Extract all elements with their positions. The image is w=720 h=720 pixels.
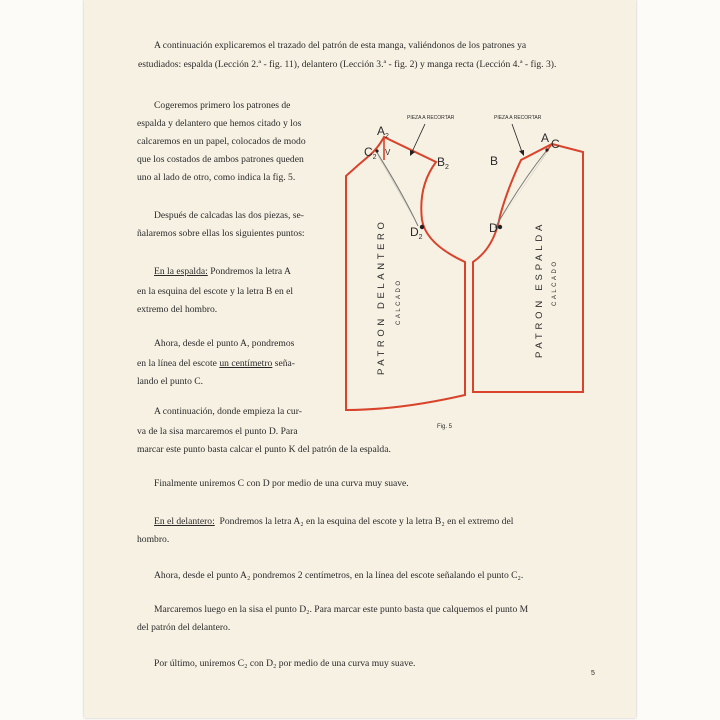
front-pattern-outline	[346, 137, 465, 410]
ahora-a-2a: en la línea del escote	[137, 358, 217, 369]
para-continuacion-1: A continuación, donde empieza la cur-	[154, 406, 302, 417]
front-pattern-subtitle: CALCADO	[396, 278, 402, 325]
arrow-right-head	[519, 150, 524, 156]
label-a2: $A_2$	[377, 124, 389, 140]
point-c-dot	[545, 148, 548, 151]
front-shoulder-line	[384, 137, 436, 162]
para-delantero-2: hombro.	[137, 534, 170, 545]
figure-caption: Fig. 5	[437, 424, 453, 430]
arrow-right	[512, 124, 522, 152]
espalda-first-rest: Pondremos la letra A	[210, 266, 291, 277]
front-pattern-title: PATRON DELANTERO	[376, 218, 387, 375]
para-espalda-3: extremo del hombro.	[137, 304, 218, 315]
label-d: D	[489, 221, 498, 235]
ahora-a-2c: seña-	[274, 358, 295, 369]
para-calcadas-2: ñalaremos sobre ellas los siguientes puntos:	[137, 228, 305, 239]
intro-line-2: estudiados: espalda (Lección 2.ª - fig. 11), delantero (Lección 3.ª - fig. 2) y manga recta (Lección 4.ª - fig. 3).	[138, 59, 557, 70]
label-c2: $C_2$	[364, 145, 377, 161]
para-ultimo: Por último, uniremos C₂ con D₂ por medio de una curva muy suave.	[154, 658, 416, 669]
label-v: V	[385, 148, 391, 157]
para-espalda-2: en la esquina del escote y la letra B en el	[137, 286, 294, 297]
para-calcadas-1: Después de calcadas las dos piezas, se-	[154, 210, 304, 221]
para-delantero-1	[154, 514, 513, 529]
para-continuacion-3: marcar este punto basta calcar el punto K del patrón de la espalda.	[137, 444, 391, 455]
point-d-dot	[498, 225, 502, 229]
para-coger-1: Cogeremos primero los patrones de	[154, 100, 291, 111]
back-pattern-subtitle: CALCADO	[552, 259, 558, 306]
para-ahora-a-2	[137, 356, 295, 371]
back-pattern-outline	[473, 144, 583, 392]
label-d2: $D_2$	[410, 225, 423, 241]
intro-line-1: A continuación explicaremos el trazado del patrón de esta manga, valiéndonos de los patrones ya	[154, 40, 527, 51]
para-ahora-a-3: lando el punto C.	[137, 376, 204, 387]
label-b2: $B_2$	[437, 155, 449, 171]
label-c: C	[551, 137, 560, 151]
label-a: A	[541, 131, 550, 145]
label-pieza-recortar-left: PIEZA A RECORTAR	[407, 115, 455, 121]
para-coger-4: que los costados de ambos patrones queden	[137, 154, 304, 165]
delantero-rest: Pondremos la letra A₂ en la esquina del escote y la letra B₂ en el extremo del	[219, 516, 514, 527]
para-coger-2: espalda y delantero que hemos citado y los	[137, 118, 302, 129]
point-d2-dot	[420, 225, 424, 229]
point-c2-dot	[375, 149, 378, 152]
label-b: B	[490, 154, 499, 168]
back-shaded-piece	[495, 145, 551, 228]
para-ahora-a2: Ahora, desde el punto A₂ pondremos 2 centímetros, en la línea del escote señalando el punto C₂.	[154, 570, 524, 581]
para-espalda-1	[154, 264, 291, 279]
arrow-left	[412, 124, 425, 152]
para-ahora-a-1: Ahora, desde el punto A, pondremos	[154, 338, 295, 349]
label-pieza-recortar-right: PIEZA A RECORTAR	[494, 115, 542, 121]
pattern-figure	[338, 108, 600, 438]
para-finalmente: Finalmente uniremos C con D por medio de una curva muy suave.	[154, 478, 409, 489]
page-number: 5	[591, 670, 595, 677]
para-marcaremos-2: del patrón del delantero.	[137, 622, 231, 633]
ahora-a-2b: un centímetro	[219, 358, 273, 369]
para-marcaremos-1: Marcaremos luego en la sisa el punto D₂. Para marcar este punto basta que calquemos el punto M	[154, 604, 529, 615]
para-continuacion-2: va de la sisa marcaremos el punto D. Para	[137, 426, 298, 437]
espalda-heading: En la espalda:	[154, 266, 208, 277]
delantero-heading: En el delantero:	[154, 516, 215, 527]
back-pattern-title: PATRON ESPALDA	[534, 220, 545, 358]
para-coger-3: calcaremos en un papel, colocados de modo	[137, 136, 306, 147]
para-coger-5: uno al lado de otro, como indica la fig. 5.	[137, 172, 296, 183]
